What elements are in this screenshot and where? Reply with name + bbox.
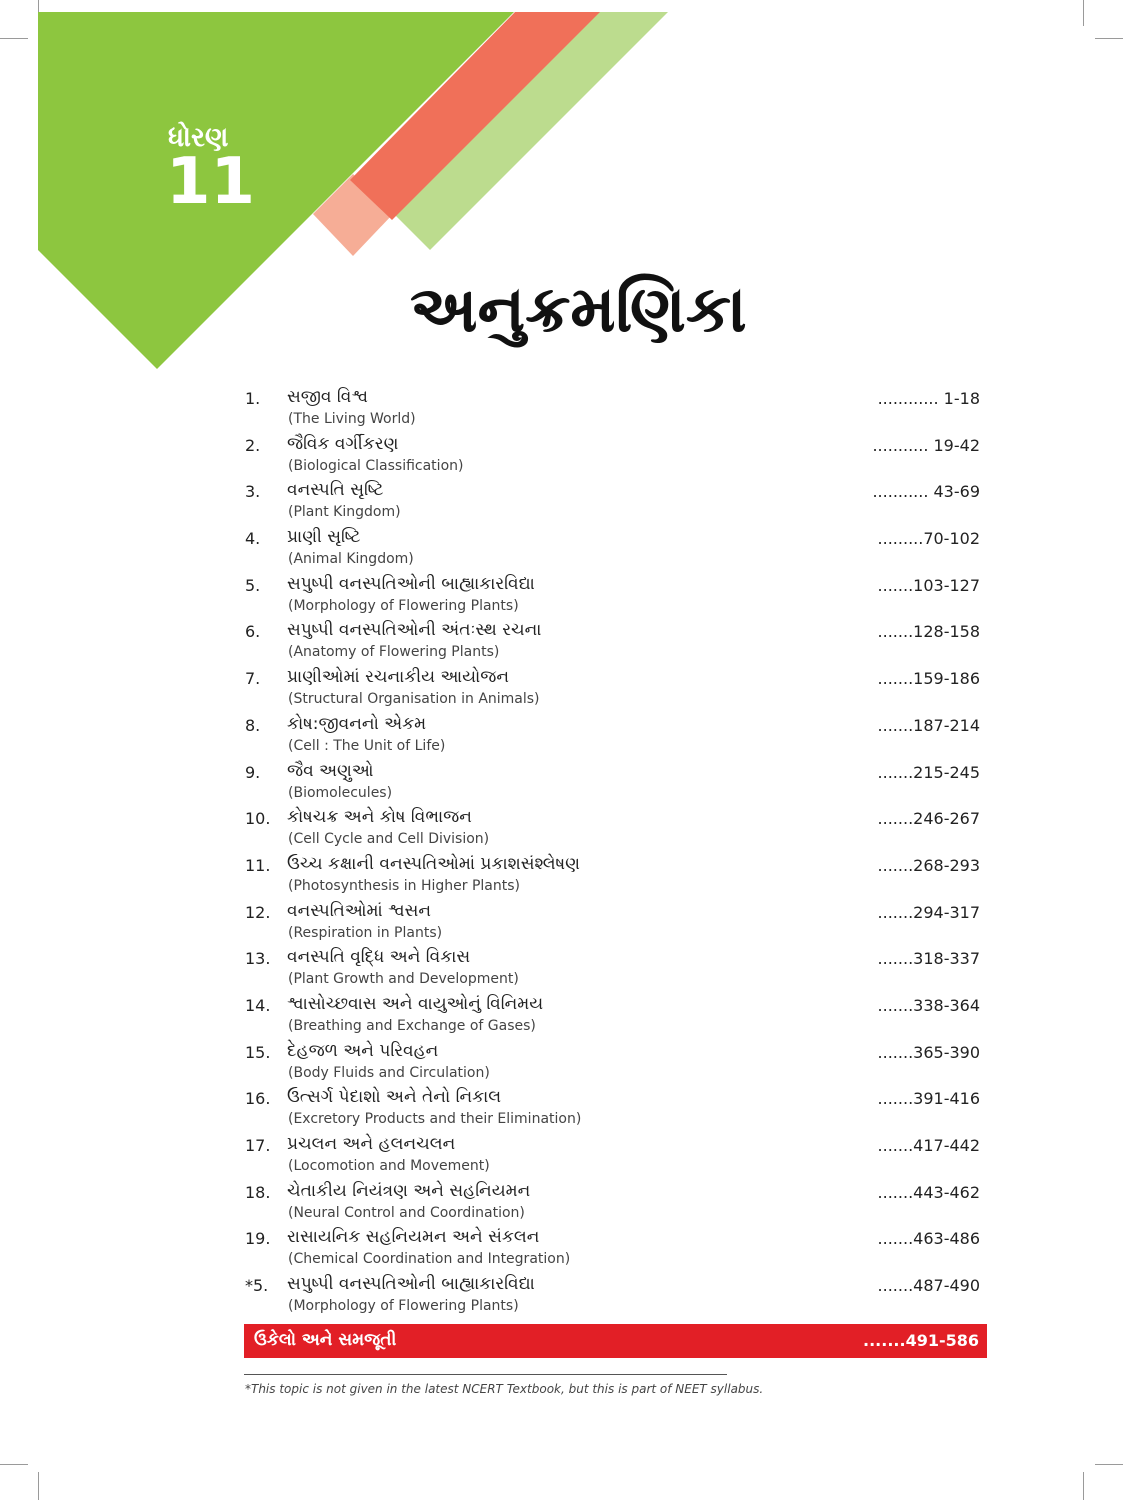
toc-number: 13. [245, 949, 271, 969]
toc-title-gujarati: ચેતાકીય નિયંત્રણ અને સહનિયમન [287, 1180, 531, 1201]
toc-number: 17. [245, 1136, 271, 1155]
toc-number: 3. [245, 482, 261, 502]
answers-pages: .......491-586 [863, 1331, 979, 1350]
toc-number: 19. [245, 1229, 271, 1249]
toc-row [0, 572, 1123, 619]
crop-mark [1095, 1464, 1123, 1465]
toc-number: 8. [245, 715, 261, 735]
toc-row [0, 665, 1123, 712]
footnote-divider [244, 1374, 727, 1375]
toc-page-range: .......215-245 [877, 762, 980, 782]
toc-page-range: .......128-158 [877, 622, 980, 642]
toc-page-range: .........70-102 [877, 529, 980, 549]
toc-page-range: .......268-293 [877, 855, 980, 875]
toc-row [0, 759, 1123, 806]
toc-page-range: .......391-416 [877, 1089, 980, 1109]
toc-title-english: (Structural Organisation in Animals) [288, 691, 540, 708]
toc-row [0, 385, 1123, 432]
toc-number: 9. [245, 762, 261, 782]
toc-page-range: .......159-186 [877, 669, 980, 689]
toc-title-english: (Respiration in Plants) [288, 924, 443, 941]
toc-row [0, 945, 1123, 992]
toc-page-range: .......103-127 [877, 575, 980, 595]
crop-mark [1095, 38, 1123, 39]
toc-row [0, 432, 1123, 479]
toc-page-range: .......443-462 [877, 1182, 980, 1202]
toc-title-gujarati: પ્રચલન અને હલનચલન [287, 1134, 456, 1154]
toc-page-range: .......417-442 [877, 1136, 980, 1155]
toc-row [0, 1179, 1123, 1226]
toc-title-english: (Locomotion and Movement) [288, 1158, 490, 1174]
toc-page-range: ............ 1-18 [877, 389, 980, 408]
footnote: *This topic is not given in the latest NCERT Textbook, but this is part of NEET syllabus. [245, 1382, 764, 1396]
toc-number: *5. [245, 1276, 269, 1296]
toc-row [0, 1132, 1123, 1179]
toc-title-gujarati: સપુષ્પી વનસ્પતિઓની બાહ્યાકારવિદ્યા [287, 573, 535, 594]
toc-title-gujarati: સપુષ્પી વનસ્પતિઓની બાહ્યાકારવિદ્યા [287, 1274, 535, 1295]
toc-title-english: (Morphology of Flowering Plants) [288, 597, 519, 614]
toc-title-gujarati: વનસ્પતિ સૃષ્ટિ [287, 480, 384, 501]
toc-title-gujarati: કોષ:જીવનનો એકમ [287, 713, 427, 734]
toc-row [0, 525, 1123, 572]
crop-mark [0, 1464, 28, 1465]
toc-title-english: (Breathing and Exchange of Gases) [288, 1017, 536, 1034]
crop-mark [1083, 1472, 1084, 1500]
toc-title-english: (Body Fluids and Circulation) [288, 1064, 490, 1081]
toc-number: 5. [245, 575, 261, 595]
toc-title-gujarati: ઉત્સર્ગ પેદાશો અને તેનો નિકાલ [287, 1087, 502, 1108]
toc-number: 14. [245, 995, 271, 1015]
toc-row [0, 899, 1123, 946]
toc-title-gujarati: પ્રાણી સૃષ્ટિ [287, 527, 361, 548]
toc-number: 1. [245, 389, 261, 408]
toc-title-english: (Plant Kingdom) [288, 504, 401, 521]
toc-title-gujarati: વનસ્પતિઓમાં શ્વસન [287, 900, 432, 921]
grade-label: ધોરણ [168, 122, 229, 153]
toc-row [0, 852, 1123, 899]
toc-title-english: (Photosynthesis in Higher Plants) [288, 877, 520, 894]
toc-number: 16. [245, 1089, 271, 1109]
toc-title-english: (Biomolecules) [288, 784, 393, 801]
answers-label: ઉકેલો અને સમજૂતી [254, 1330, 397, 1350]
toc-row [0, 712, 1123, 759]
toc-page-range: .......187-214 [877, 715, 980, 735]
toc-page-range: .......318-337 [877, 949, 980, 969]
toc-page-range: .......487-490 [877, 1276, 980, 1296]
toc-page-range: ........... 43-69 [872, 482, 980, 502]
toc-title-english: (Biological Classification) [288, 457, 464, 474]
toc-row [0, 1272, 1123, 1319]
toc-title-gujarati: જૈવ અણુઓ [287, 760, 374, 781]
toc-title-gujarati: દેહજળ અને પરિવહન [287, 1040, 439, 1061]
toc-number: 15. [245, 1042, 271, 1062]
toc-number: 10. [245, 809, 271, 829]
toc-page-range: .......365-390 [877, 1042, 980, 1062]
toc-number: 6. [245, 622, 261, 642]
toc-number: 4. [245, 529, 261, 549]
toc-number: 2. [245, 435, 261, 455]
toc-row [0, 992, 1123, 1039]
toc-title-english: (Chemical Coordination and Integration) [288, 1251, 571, 1268]
toc-title-english: (Excretory Products and their Elimination) [288, 1111, 582, 1128]
toc-title-gujarati: પ્રાણીઓમાં રચનાકીય આયોજન [287, 667, 510, 688]
toc-page-range: ........... 19-42 [872, 435, 980, 455]
toc-title-english: (The Living World) [288, 411, 416, 427]
toc-title-english: (Cell : The Unit of Life) [288, 737, 446, 754]
table-of-contents [0, 385, 1123, 1319]
toc-number: 18. [245, 1182, 271, 1202]
toc-page-range: .......246-267 [877, 809, 980, 829]
toc-title-gujarati: વનસ્પતિ વૃદ્ધિ અને વિકાસ [287, 947, 471, 968]
answers-bar [244, 1324, 987, 1358]
toc-title-english: (Anatomy of Flowering Plants) [288, 644, 500, 661]
toc-page-range: .......294-317 [877, 902, 980, 922]
toc-title-english: (Neural Control and Coordination) [288, 1204, 525, 1221]
toc-title-english: (Plant Growth and Development) [288, 971, 519, 988]
toc-row [0, 1225, 1123, 1272]
toc-title-english: (Cell Cycle and Cell Division) [288, 831, 490, 848]
toc-row [0, 1085, 1123, 1132]
crop-mark [38, 1472, 39, 1500]
toc-title-gujarati: શ્વાસોચ્છવાસ અને વાયુઓનું વિનિમય [287, 993, 544, 1014]
toc-title-english: (Animal Kingdom) [288, 551, 414, 568]
toc-number: 7. [245, 669, 261, 689]
toc-number: 12. [245, 902, 271, 922]
toc-number: 11. [245, 855, 271, 875]
toc-title-gujarati: રાસાયનિક સહનિયમન અને સંકલન [287, 1227, 540, 1248]
toc-row [0, 478, 1123, 525]
toc-row [0, 1039, 1123, 1086]
toc-title-english: (Morphology of Flowering Plants) [288, 1298, 519, 1315]
toc-page-range: .......338-364 [877, 995, 980, 1015]
toc-title-gujarati: ઉચ્ચ કક્ષાની વનસ્પતિઓમાં પ્રકાશસંશ્લેષણ [287, 853, 580, 874]
toc-title-gujarati: સજીવ વિશ્વ [287, 387, 368, 407]
grade-number: 11 [166, 145, 256, 219]
toc-row [0, 618, 1123, 665]
toc-page-range: .......463-486 [877, 1229, 980, 1249]
toc-title-gujarati: જૈવિક વર્ગીકરણ [287, 433, 399, 454]
toc-row [0, 805, 1123, 852]
page-title: અનુક્રમણિકા [410, 273, 747, 347]
crop-mark [1083, 0, 1084, 26]
toc-title-gujarati: કોષચક્ર અને કોષ વિભાજન [287, 807, 472, 828]
toc-title-gujarati: સપુષ્પી વનસ્પતિઓની અંતઃસ્થ રચના [287, 620, 542, 641]
